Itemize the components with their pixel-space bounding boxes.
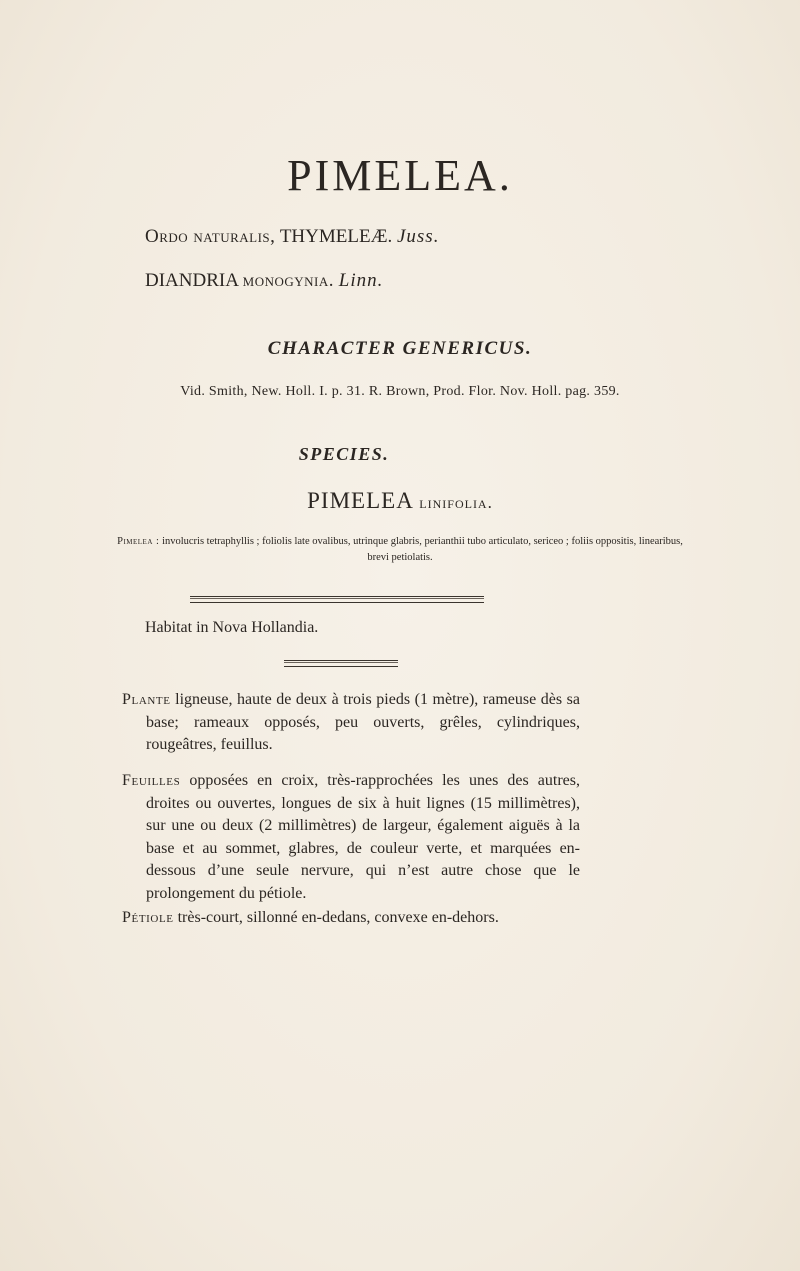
class-name: DIANDRIA xyxy=(145,270,238,291)
ordo-line xyxy=(145,226,439,248)
paragraph-lead: Plante xyxy=(122,691,171,708)
ordo-label: Ordo naturalis, xyxy=(145,226,276,247)
species-diagnosis xyxy=(110,534,690,566)
description-petiole xyxy=(122,907,580,930)
paragraph-text: ligneuse, haute de deux à trois pieds (1 mètre), rameuse dès sa base; rameaux opposés, peu ouverts, grêles, cylindriques, rougeâtres, feuillus. xyxy=(146,691,581,753)
paragraph-lead: Pétiole xyxy=(122,909,174,926)
genus-title: PIMELEA. xyxy=(287,151,513,200)
character-reference: Vid. Smith, New. Holl. I. p. 31. R. Brown, Prod. Flor. Nov. Holl. pag. 359. xyxy=(180,384,620,399)
paragraph-text: très-court, sillonné en-dedans, convexe en-dehors. xyxy=(177,909,499,926)
ordo-author: Juss. xyxy=(396,226,440,247)
species-name xyxy=(0,488,800,514)
diagnosis-text: involucris tetraphyllis ; foliolis late ovalibus, utrinque glabris, perianthii tubo articulato, sericeo ; foliis oppositis, linearibus, brevi petiolatis. xyxy=(162,536,683,563)
linnaean-class-line xyxy=(145,270,383,292)
species-genus: PIMELEA xyxy=(307,488,413,513)
character-heading: CHARACTER GENERICUS. xyxy=(267,338,533,359)
description-plante xyxy=(122,689,580,757)
ordo-family: THYMELEÆ. xyxy=(279,226,393,247)
divider-rule-short xyxy=(284,660,398,667)
species-epithet: linifolia. xyxy=(419,493,493,512)
divider-rule-long xyxy=(190,596,484,603)
paragraph-lead: Feuilles xyxy=(122,772,181,789)
class-order: monogynia. xyxy=(242,270,334,291)
class-author: Linn. xyxy=(338,270,384,291)
description-feuilles xyxy=(122,770,580,905)
habitat-line: Habitat in Nova Hollandia. xyxy=(145,619,319,636)
species-heading: SPECIES. xyxy=(298,444,390,464)
diagnosis-lead: Pimelea : xyxy=(117,536,160,547)
paragraph-text: opposées en croix, très-rapprochées les unes des autres, droites ou ouvertes, longues de six à huit lignes (15 millimètres), sur une ou deux (2 millimètres) de largeur, également aiguës à la base et au sommet, glabres, de couleur verte, et marquées en-dessous d’une seule nervure, qui n’est autre chose que le prolongement du pétiole. xyxy=(146,772,581,902)
